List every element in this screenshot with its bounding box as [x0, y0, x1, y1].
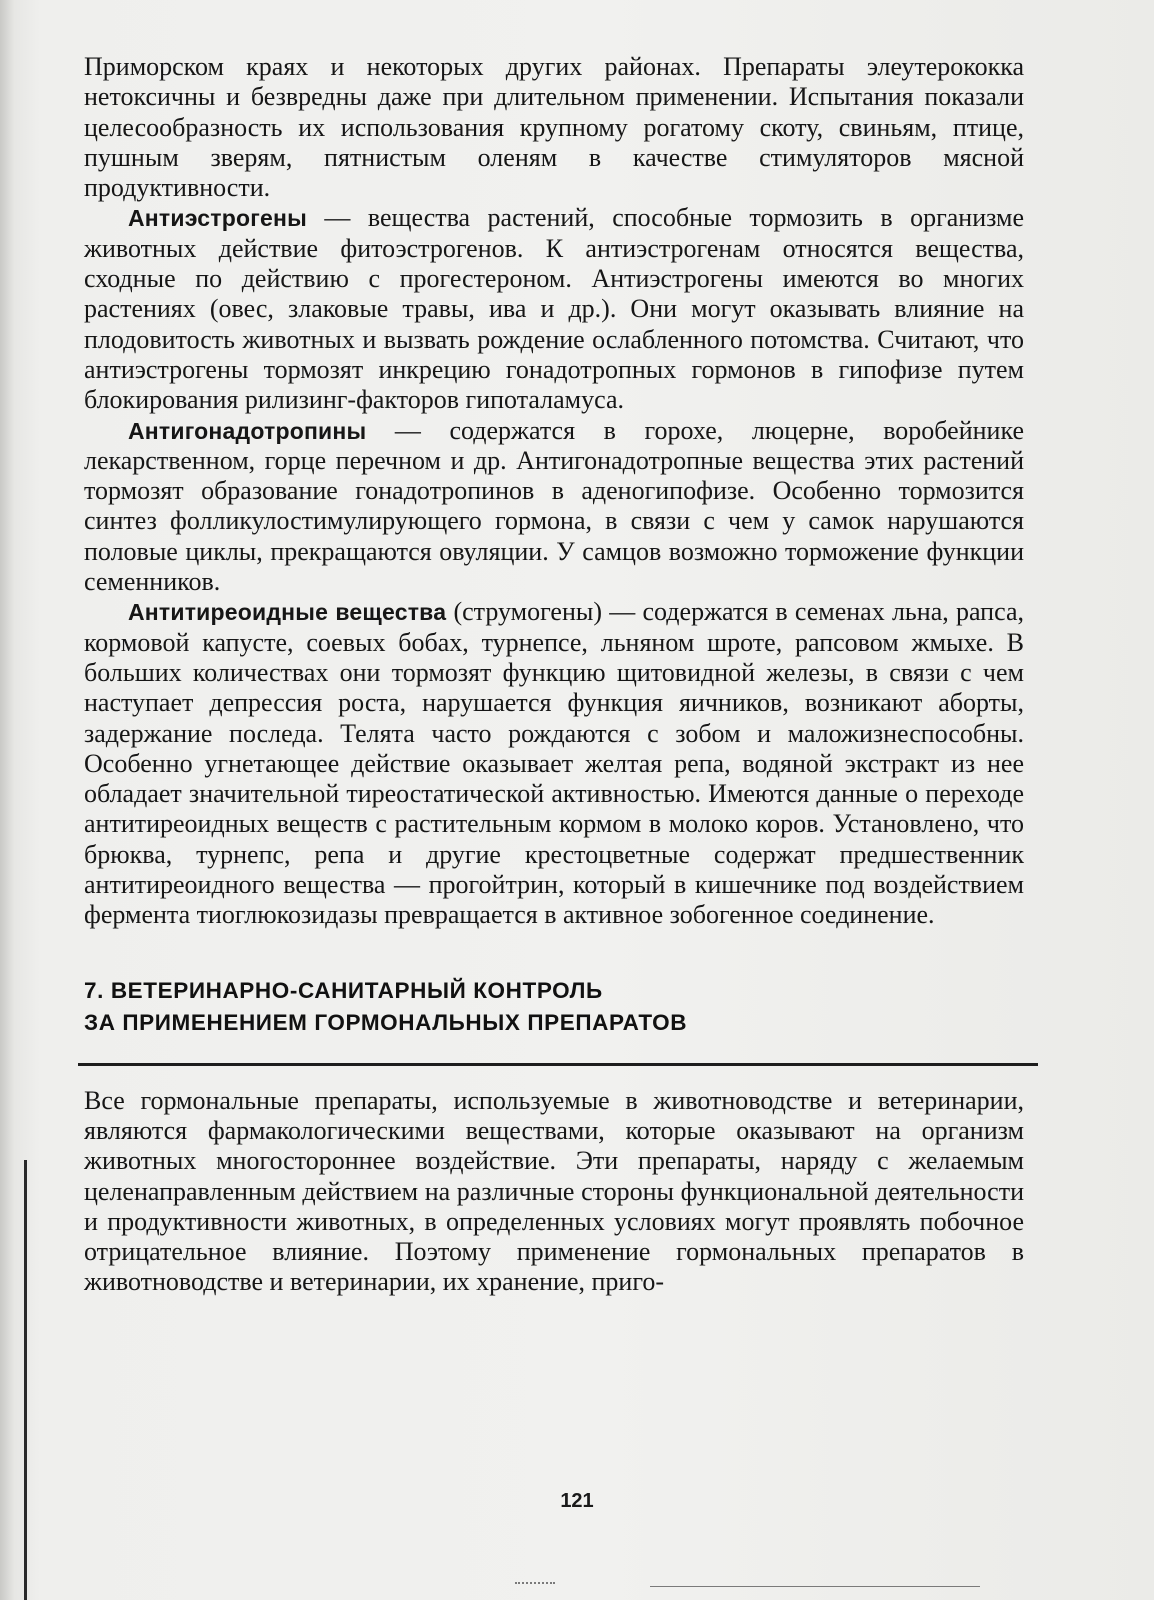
heading-rule [78, 1063, 1038, 1066]
section-heading-line-1: 7. ВЕТЕРИНАРНО-САНИТАРНЫЙ КОНТРОЛЬ [84, 977, 603, 1003]
paragraph-antiestrogens [84, 203, 1024, 415]
paragraph-text: (струмогены) — содержатся в семенах льна, рапса, кормовой капусте, соевых бобах, турнепсе, льняном шроте, рапсовом жмыхе. В больших количествах они тормозят функцию щитовидной железы, в связи с чем наступает депрессия роста, нарушается функция яичников, возникают аборты, задержание последа. Телята часто рождаются с зобом и маложизнеспособны. Особенно угнетающее действие оказывает желтая репа, водяной экстракт из нее обладает значительной тиреостатической активностью. Имеются данные о переходе антитиреоидных веществ с растительным кормом в молоко коров. Установлено, что брюква, турнепс, репа и другие крестоцветные содержат предшественник антитиреоидного вещества — прогойтрин, который в кишечнике под воздействием фермента тиоглюкозидазы превращается в активное зобогенное соединение. [84, 597, 1024, 930]
term-antigonadotropins: Антигонадотропины [128, 417, 367, 444]
scan-artifact-dots [515, 1582, 555, 1586]
section-heading-line-2: ЗА ПРИМЕНЕНИЕМ ГОРМОНАЛЬНЫХ ПРЕПАРАТОВ [84, 1009, 688, 1035]
section-body-paragraph [84, 1086, 1024, 1298]
scan-artifact-line [650, 1586, 980, 1587]
page-content [84, 52, 1024, 1298]
paragraph-text: — вещества растений, способные тормозить в организме животных действие фитоэстрогенов. К антиэстрогенам относятся вещества, сходные по действию с прогестероном. Антиэстрогены имеются во многих растениях (овес, злаковые травы, ива и др.). Они могут оказывать влияние на плодовитость животных и вызвать рождение ослабленного потомства. Считают, что антиэстрогены тормозят инкрецию гонадотропных гормонов в гипофизе путем блокирования рилизинг-факторов гипоталамуса. [84, 203, 1024, 415]
paragraph-text: — содержатся в горохе, люцерне, воробейнике лекарственном, горце перечном и др. Антигонадотропные вещества этих растений тормозят образование гонадотропинов в аденогипофизе. Особенно тормозится синтез фолликулостимулирующего гормона, в связи с чем у самок нарушаются половые циклы, прекращаются овуляции. У самцов возможно торможение функции семенников. [84, 415, 1024, 597]
term-antithyroid: Антитиреоидные вещества [128, 599, 447, 626]
paragraph-antigonadotropins [84, 416, 1024, 598]
paragraph-text: Приморском краях и некоторых других районах. Препараты элеутерококка нетоксичны и безвредны даже при длительном применении. Испытания показали целесообразность их использования крупному рогатому скоту, свиньям, птице, пушным зверям, пятнистым оленям в качестве стимуляторов мясной продуктивности. [84, 52, 1024, 203]
paragraph-continuation [84, 52, 1024, 203]
paragraph-antithyroid [84, 597, 1024, 930]
term-antiestrogens: Антиэстрогены [128, 205, 307, 232]
section-heading [84, 975, 1024, 1039]
paragraph-text: Все гормональные препараты, используемые в животноводстве и ветеринарии, являются фармакологическими веществами, которые оказывают на организм животных многостороннее воздействие. Эти препараты, наряду с желаемым целенаправленным действием на различные стороны функциональной деятельности и продуктивности животных, в определенных условиях могут проявлять побочное отрицательное влияние. Поэтому применение гормональных препаратов в животноводстве и ветеринарии, их хранение, приго- [84, 1085, 1024, 1297]
binding-edge [0, 0, 14, 1600]
binding-shadow-line [24, 1160, 27, 1600]
page-number: 121 [560, 1490, 594, 1512]
